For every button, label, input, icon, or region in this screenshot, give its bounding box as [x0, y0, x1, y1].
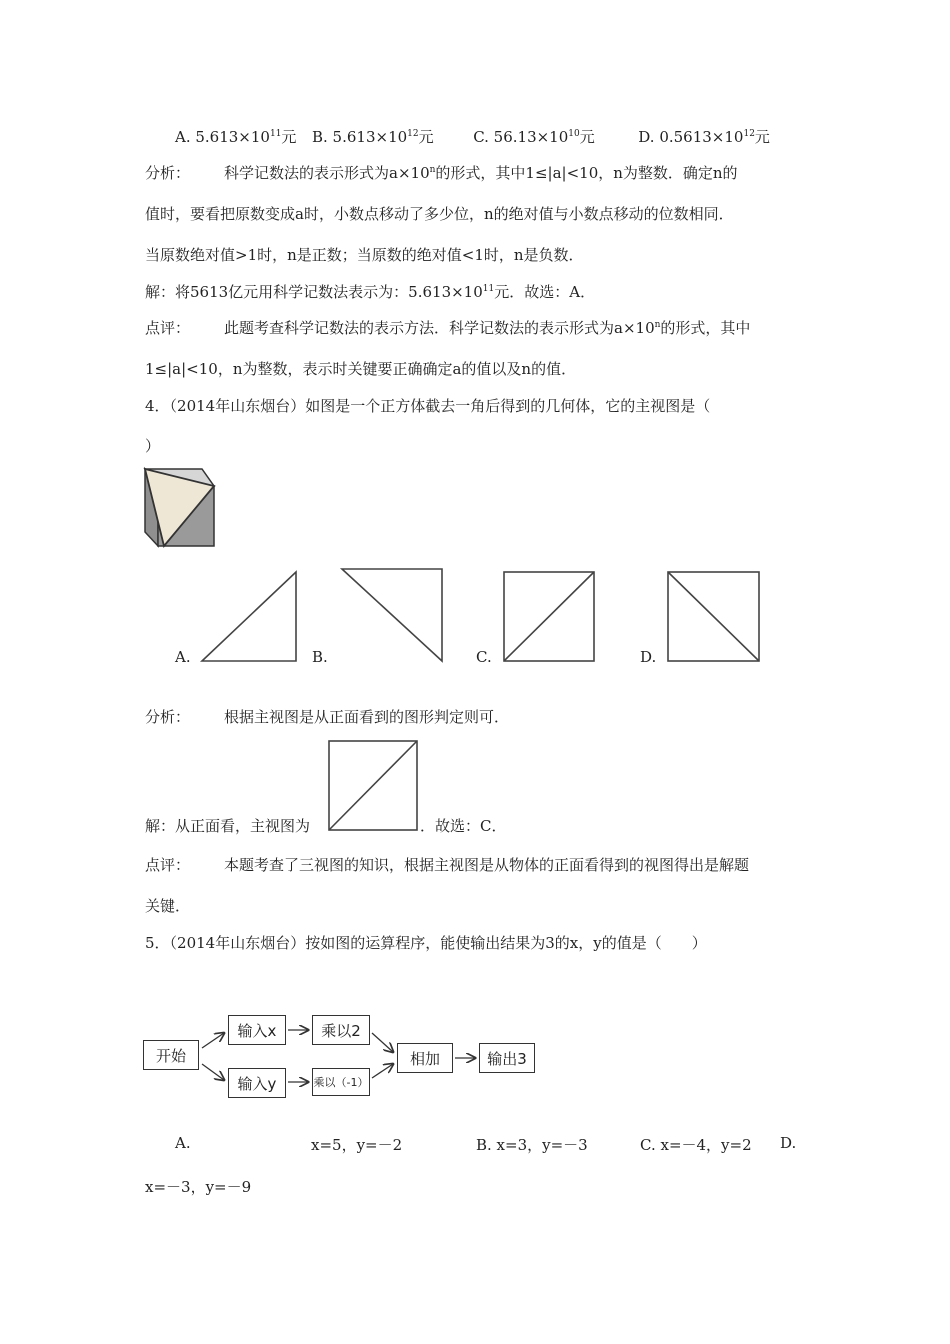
- q5-option-c: C. x=－4，y=2: [640, 1136, 752, 1154]
- q4-analysis: 分析： 根据主视图是从正面看到的图形判定则可．: [145, 708, 510, 726]
- arrow-start-to-input-y: [202, 1064, 224, 1080]
- flow-input-y-box: 输入y: [228, 1068, 286, 1098]
- q3-option-d: D. $0.5613\times 10^{12}$元: [638, 128, 770, 146]
- flow-input-x-box: 输入x: [228, 1015, 286, 1045]
- q5-stem: 5．（2014年山东烟台）按如图的运算程序，能使输出结果为3的x，y的值是（ ）: [145, 934, 707, 952]
- q4-option-b-label: B.: [312, 648, 328, 666]
- q4-comment-line-2: 关键．: [145, 897, 191, 915]
- flow-start-box: 开始: [143, 1040, 199, 1070]
- q4-option-c-label: C.: [476, 648, 492, 666]
- flow-mul2-box: 乘以2: [312, 1015, 370, 1045]
- q4-comment-line-1: 点评： 本题考查了三视图的知识，根据主视图是从物体的正面看得到的视图得出是解题: [145, 856, 750, 874]
- q3-option-c: C. $56.13\times 10^{10}$元: [473, 128, 595, 146]
- q5-option-a: x=5，y=－2: [311, 1136, 403, 1154]
- q3-analysis-line-2: 值时，要看把原数变成a时，小数点移动了多少位，n的绝对值与小数点移动的位数相同．: [145, 205, 734, 223]
- flow-mul-neg1-box: 乘以（-1）: [312, 1068, 370, 1096]
- q4-solution-prefix: 解：从正面看，主视图为: [145, 817, 311, 835]
- arrow-mul-neg1-to-add: [372, 1064, 393, 1078]
- q3-analysis-line-3: 当原数绝对值>1时，n是正数；当原数的绝对值<1时，n是负数．: [145, 246, 584, 264]
- flow-add-box: 相加: [397, 1043, 453, 1073]
- q4-stem-close: ）: [145, 437, 161, 455]
- q3-comment-line-1: 点评： 此题考查科学记数法的表示方法．科学记数法的表示形式为$a\times 10^n$的形式，其中: [145, 319, 751, 337]
- q3-option-b: B. $5.613\times 10^{12}$元: [312, 128, 434, 146]
- q4-stem: 4．（2014年山东烟台）如图是一个正方体截去一角后得到的几何体，它的主视图是（: [145, 397, 711, 415]
- q3-comment-line-2: 1≤|a|<10，n为整数，表示时关键要正确确定a的值以及n的值．: [145, 360, 577, 378]
- q5-option-d: x=－3，y=－9: [145, 1178, 252, 1196]
- q4-solution-suffix: ．故选：C．: [420, 817, 507, 835]
- q3-option-a: A. $5.613\times 10^{11}$元: [175, 128, 297, 146]
- q4-option-a-label: A.: [175, 648, 191, 666]
- q3-solution: 解：将5613亿元用科学记数法表示为：$5.613\times 10^{11}$元．故选：A．: [145, 283, 596, 301]
- q5-option-d-label: D.: [780, 1134, 797, 1152]
- q4-option-d-label: D.: [640, 648, 657, 666]
- q3-analysis-line-1: 分析： 科学记数法的表示形式为$a\times 10^n$的形式，其中1≤|a|<10，n为整数．确定n的: [145, 164, 738, 182]
- q5-option-a-label: A.: [175, 1134, 191, 1152]
- flow-output-box: 输出3: [479, 1043, 535, 1073]
- arrow-start-to-input-x: [202, 1033, 224, 1048]
- q5-option-b: B. x=3，y=－3: [476, 1136, 588, 1154]
- arrow-mul2-to-add: [372, 1033, 393, 1052]
